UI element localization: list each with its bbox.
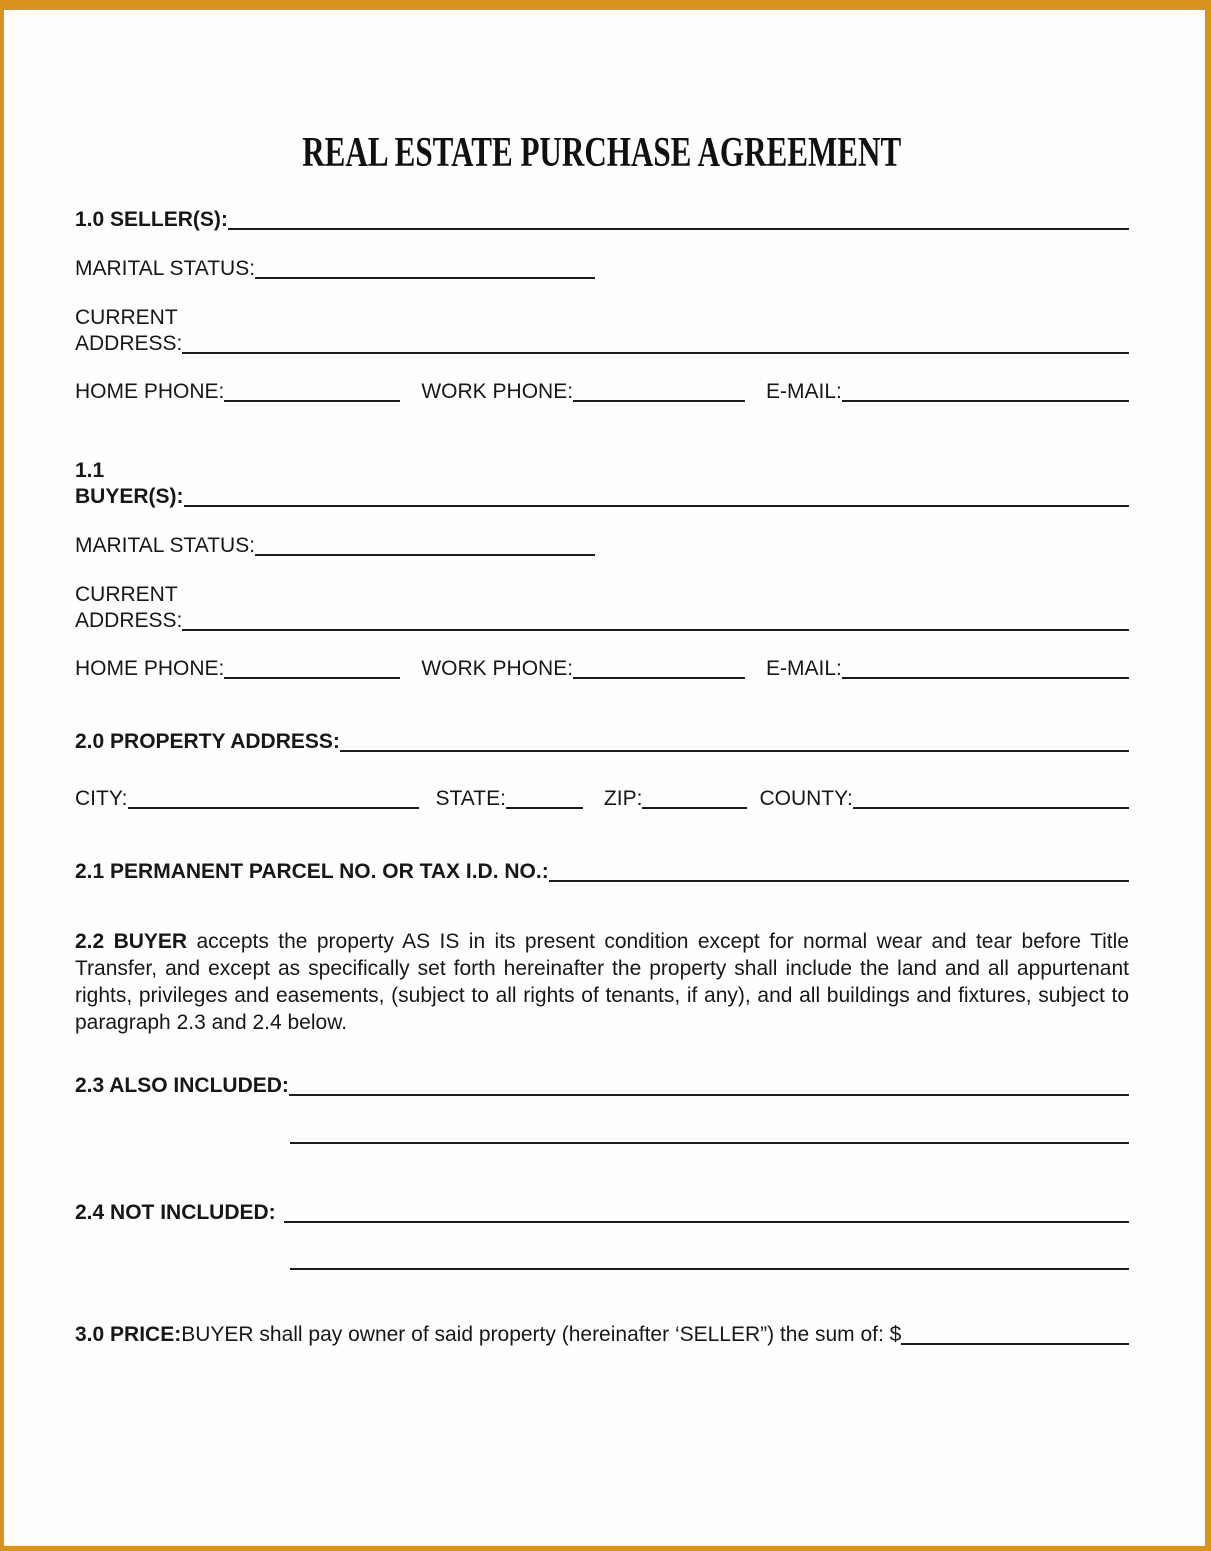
buyer-email-field[interactable] — [842, 673, 1129, 679]
city-field[interactable] — [128, 803, 419, 809]
buyer-current-label: CURRENT — [75, 583, 178, 606]
not-included-extra-row — [290, 1244, 1129, 1270]
buyer-email-label: E-MAIL: — [766, 657, 842, 680]
condition-body: accepts the property AS IS in its present condition except for normal wear and tear before Title Transfer, and except as specifically set forth hereinafter the property shall include the land and all appurtenant rights, privileges and easements, (subject to all rights of tenants, if any), and all buildings and fixtures, subject to paragraph 2.3 and 2.4 below. — [75, 930, 1129, 1034]
seller-heading-row — [75, 207, 1129, 233]
zip-field[interactable] — [642, 803, 747, 809]
seller-work-phone-label: WORK PHONE: — [421, 380, 574, 403]
seller-marital-row — [75, 256, 1129, 282]
property-heading-row — [75, 729, 1129, 755]
parcel-heading-row — [75, 859, 1129, 885]
price-row — [75, 1322, 1129, 1348]
buyer-work-phone-label: WORK PHONE: — [421, 657, 574, 680]
seller-address-label: ADDRESS: — [75, 332, 183, 355]
seller-marital-label: MARITAL STATUS: — [75, 257, 256, 280]
state-field[interactable] — [506, 803, 583, 809]
document-title: REAL ESTATE PURCHASE AGREEMENT — [302, 130, 902, 176]
buyer-phones-row — [75, 656, 1129, 682]
not-included-field-line-1[interactable] — [284, 1217, 1129, 1223]
title-row — [75, 130, 1129, 176]
buyer-heading-row — [75, 484, 1129, 510]
seller-marital-status-field[interactable] — [255, 273, 595, 279]
city-label: CITY: — [75, 787, 128, 810]
buyer-name-field[interactable] — [184, 501, 1130, 507]
county-field[interactable] — [853, 803, 1129, 809]
seller-current-label: CURRENT — [75, 306, 178, 329]
buyer-heading: BUYER(S): — [75, 485, 184, 508]
not-included-row — [75, 1200, 1129, 1226]
seller-phones-row — [75, 379, 1129, 405]
seller-address-field[interactable] — [182, 348, 1129, 354]
price-heading: 3.0 PRICE: — [75, 1323, 182, 1346]
price-body: BUYER shall pay owner of said property (hereinafter ‘SELLER”) the sum of: $ — [181, 1323, 902, 1346]
seller-address-row — [75, 331, 1129, 357]
parcel-number-field[interactable] — [549, 876, 1129, 882]
also-included-extra-row — [290, 1118, 1129, 1144]
seller-home-phone-field[interactable] — [224, 396, 400, 402]
also-included-field-line-2[interactable] — [290, 1138, 1129, 1144]
buyer-address-row — [75, 608, 1129, 634]
buyer-heading-block — [75, 458, 1129, 510]
buyer-address-field[interactable] — [182, 625, 1129, 631]
also-included-field-line-1[interactable] — [289, 1090, 1129, 1096]
price-field[interactable] — [901, 1339, 1129, 1345]
buyer-marital-label: MARITAL STATUS: — [75, 534, 256, 557]
seller-heading: 1.0 SELLER(S): — [75, 208, 228, 231]
also-included-heading: 2.3 ALSO INCLUDED: — [75, 1074, 289, 1097]
state-label: STATE: — [435, 787, 506, 810]
seller-email-label: E-MAIL: — [766, 380, 842, 403]
parcel-heading: 2.1 PERMANENT PARCEL NO. OR TAX I.D. NO.: — [75, 860, 549, 883]
seller-name-field[interactable] — [228, 224, 1129, 230]
seller-home-phone-label: HOME PHONE: — [75, 380, 225, 403]
buyer-marital-status-field[interactable] — [255, 550, 595, 556]
seller-email-field[interactable] — [842, 396, 1129, 402]
buyer-address-label: ADDRESS: — [75, 609, 183, 632]
buyer-home-phone-label: HOME PHONE: — [75, 657, 225, 680]
buyer-home-phone-field[interactable] — [224, 673, 400, 679]
buyer-section-number: 1.1 — [75, 459, 105, 482]
not-included-heading: 2.4 NOT INCLUDED: — [75, 1201, 276, 1224]
also-included-row — [75, 1073, 1129, 1099]
buyer-marital-row — [75, 533, 1129, 559]
not-included-field-line-2[interactable] — [290, 1264, 1129, 1270]
condition-paragraph — [75, 928, 1129, 1036]
zip-label: ZIP: — [603, 787, 643, 810]
condition-heading: 2.2 BUYER — [75, 930, 188, 953]
property-heading: 2.0 PROPERTY ADDRESS: — [75, 730, 340, 753]
seller-current-address-block — [75, 305, 1129, 357]
county-label: COUNTY: — [759, 787, 853, 810]
property-address-field[interactable] — [340, 746, 1129, 752]
buyer-work-phone-field[interactable] — [573, 673, 745, 679]
buyer-current-address-block — [75, 582, 1129, 634]
city-state-zip-county-row — [75, 786, 1129, 812]
seller-work-phone-field[interactable] — [573, 396, 745, 402]
